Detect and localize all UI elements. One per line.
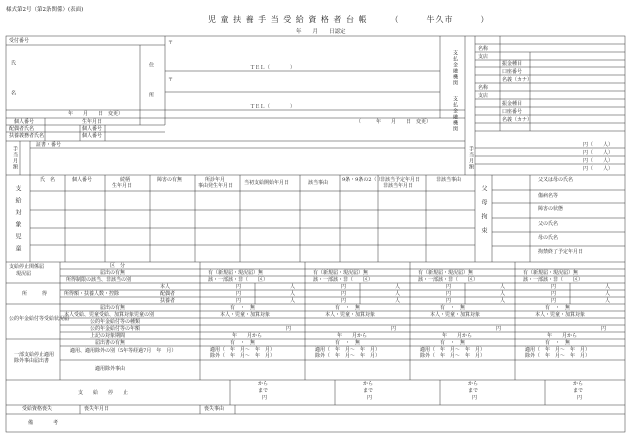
child-diagnosis-header: 所診年月 — [205, 177, 226, 183]
filing-status-label: 届出の有無 — [100, 270, 126, 276]
changed-date: 年 月 日 変更） — [68, 111, 124, 117]
filed-options-1: 有（新規届・現況届）無 — [208, 270, 264, 276]
pension-section-label: 公的年金給付等受給状況届 — [9, 316, 70, 322]
income-person-1a: 人 — [290, 284, 296, 290]
income-yen-4b: 円 — [551, 291, 557, 297]
applicant-name-label: 氏 名 — [10, 60, 16, 96]
certificate-number-label: 証書・番号 — [36, 142, 62, 148]
duty-personal-number-label: 個人番号 — [82, 133, 103, 139]
deduction-label: 所得額・扶養人数・控除 — [64, 291, 120, 297]
partial-exempted-3: 除外（ 年 月〜 年 月） — [420, 353, 486, 359]
income-person-4b: 人 — [605, 291, 611, 297]
birth-date-label: 生年月日 — [82, 119, 103, 125]
payment-name-label-2: 名称 — [478, 85, 489, 91]
income-person-4c: 人 — [605, 298, 611, 304]
form-title: 児 童 扶 養 手 当 受 給 資 格 者 台 帳 （ 牛久市 ） — [208, 15, 490, 24]
stop-from-2: から — [363, 381, 374, 387]
partial-exempt-reason-label: 適用除外事由 — [95, 366, 126, 372]
allowance-section-label: 手当月額 — [12, 146, 18, 170]
children-section-label: 支給対象児童 — [14, 185, 21, 257]
guardian-father-name: 父の氏名 — [538, 221, 559, 227]
stop-from-1: から — [258, 381, 269, 387]
filed-options-2: 有（新規届・現況届）無 — [313, 270, 369, 276]
stop-yen-2: 円 — [367, 395, 373, 401]
partial-options-1: 有 ・ 無 — [230, 340, 256, 346]
pension-amount-1: 円 — [286, 326, 292, 332]
child-start-date-header: 当初支給開始年月日 — [244, 180, 290, 186]
partial-applied-3: 適用（ 年 月〜 年 月） — [420, 347, 486, 353]
remarks-label: 備 考 — [28, 420, 59, 426]
receipt-number-label: 受付番号 — [9, 38, 30, 44]
pension-opt2-3: 本人・児童・加算対象 — [430, 312, 481, 318]
stop-yen-3: 円 — [472, 395, 478, 401]
pension-amount-4: 円 — [601, 326, 607, 332]
applicant-address-label: 住 所 — [148, 62, 154, 98]
income-yen-1c: 円 — [236, 298, 242, 304]
stop-from-3: から — [468, 381, 479, 387]
pension-opt1-4: 有 ・ 無 — [545, 305, 571, 311]
loss-date-label: 喪失年月日 — [84, 406, 110, 412]
pension-opt2-2: 本人・児童・加算対象 — [325, 312, 376, 318]
filed-options-4: 有（新規届・現況届）無 — [523, 270, 579, 276]
income-person-3b: 人 — [500, 291, 506, 297]
personal-number-label: 個人番号 — [14, 119, 35, 125]
guardian-disability-state: 障害の状態 — [538, 206, 564, 212]
income-person-1b: 人 — [290, 291, 296, 297]
pension-amount-label: 公的年金給付等の年額 — [90, 326, 141, 332]
income-yen-3c: 円 — [446, 298, 452, 304]
income-yen-3a: 円 — [446, 284, 452, 290]
partial-applied-4: 適用（ 年 月〜 年 月） — [525, 347, 591, 353]
guardian-parent-name: 父又は母の氏名 — [538, 177, 574, 183]
payment-name-label: 名称 — [478, 46, 489, 52]
stop-yen-4: 円 — [577, 395, 583, 401]
income-person-4a: 人 — [605, 284, 611, 290]
pension-type-label: 公的年金給付等の種類 — [90, 319, 141, 325]
payment-holder-label-2: 名義（カナ） — [502, 117, 533, 123]
pension-period-2: 年 月から — [337, 333, 368, 339]
income-person-2c: 人 — [395, 298, 401, 304]
income-yen-1b: 円 — [236, 291, 242, 297]
spouse-personal-number-label: 個人番号 — [82, 126, 103, 132]
pension-amount-2: 円 — [391, 326, 397, 332]
pension-amount-3: 円 — [496, 326, 502, 332]
payment-section-label-2: 支払金融機関 — [452, 96, 458, 132]
duty-person-label: 扶養義務者氏名 — [9, 133, 45, 139]
income-yen-4a: 円 — [551, 284, 557, 290]
limit-options-1: 該・一部該・非（ 区） — [208, 277, 269, 283]
income-yen-2c: 円 — [341, 298, 347, 304]
pension-opt1-2: 有 ・ 無 — [335, 305, 361, 311]
stop-to-2: まで — [363, 388, 374, 394]
child-end-date-header: 非該当年月日 — [383, 183, 414, 189]
child-birth-header: 生年月日 — [112, 183, 133, 189]
stop-to-4: まで — [573, 388, 584, 394]
support-stop-label: 支給停止関係届 — [9, 264, 45, 270]
income-yen-4c: 円 — [551, 298, 557, 304]
income-yen-3b: 円 — [446, 291, 452, 297]
partial-options-4: 有 ・ 無 — [545, 340, 571, 346]
stop-label: 支 給 停 止 — [78, 390, 129, 396]
partial-filed-label: 届出書の有無 — [95, 340, 126, 346]
income-person-3a: 人 — [500, 284, 506, 290]
guardian-mother-name: 母の氏名 — [538, 235, 559, 241]
limit-options-3: 該・一部該・非（ 区） — [418, 277, 479, 283]
income-row-spouse: 配偶者 — [160, 291, 176, 297]
postal-mark-2: 〒 — [168, 77, 174, 83]
tel-label-2: ＴＥＬ（ ） — [250, 104, 296, 110]
payment-type-label-2: 振金種目 — [502, 101, 523, 107]
income-person-2b: 人 — [395, 291, 401, 297]
income-person-2a: 人 — [395, 284, 401, 290]
partial-applied-2: 適用（ 年 月〜 年 月） — [315, 347, 381, 353]
payment-section-label: 支払金融機関 — [452, 50, 458, 86]
partial-options-2: 有 ・ 無 — [335, 340, 361, 346]
payment-branch-label: 支店 — [478, 54, 489, 60]
payment-branch-label-2: 支店 — [478, 93, 489, 99]
child-disability-header: 障害の有無 — [157, 177, 183, 183]
allowance-row-2: 円（ 人） — [583, 150, 614, 156]
partial-apply-label: 適用、適用除外の別（5年等経過7月 年 月） — [70, 348, 177, 354]
pension-period-4: 年 月から — [547, 333, 578, 339]
child-expected-end-header: 非該当予定年月日 — [380, 177, 421, 183]
loss-reason-label: 喪失事由 — [204, 406, 225, 412]
partial-applied-1: 適用（ 年 月〜 年 月） — [210, 347, 276, 353]
income-person-1c: 人 — [290, 298, 296, 304]
loss-label: 受給資格喪失 — [22, 406, 53, 412]
tel-label: ＴＥＬ（ ） — [250, 65, 296, 71]
partial-exempted-2: 除外（ 年 月〜 年 月） — [315, 353, 381, 359]
payment-account-label-2: 口座番号 — [502, 109, 523, 115]
guardian-release-date: 拘禁終了予定年月日 — [538, 249, 584, 255]
partial-stop-label: 一部支給停止適用除外事由届出書 — [14, 352, 55, 364]
pension-recipient-label: 本人受給、児童受給、加算対象児童の別 — [64, 312, 155, 318]
pension-period-3: 年 月から — [442, 333, 473, 339]
stop-yen-1: 円 — [262, 395, 268, 401]
income-row-dependent: 扶養者 — [160, 298, 176, 304]
limit-options-2: 該・一部該・非（ 区） — [313, 277, 374, 283]
certification-date: 年 月 日認定 — [296, 29, 346, 35]
limit-options-4: 該・一部該・非（ 区） — [523, 277, 584, 283]
spouse-name-label: 配偶者氏名 — [9, 126, 35, 132]
pension-period-label: 上記の対象期間 — [90, 333, 126, 339]
child-article-header: 9条・9条の2（ ） — [342, 177, 384, 183]
child-occurrence-header: 事由発生年月日 — [198, 183, 234, 189]
payment-type-label: 振金種目 — [502, 61, 523, 67]
partial-exempted-4: 除外（ 年 月〜 年 月） — [525, 353, 591, 359]
pension-opt2-1: 本人・児童・加算対象 — [220, 312, 271, 318]
postal-mark: 〒 — [168, 40, 174, 46]
pension-opt2-4: 本人・児童・加算対象 — [535, 312, 586, 318]
partial-exempted-1: 除外（ 年 月〜 年 月） — [210, 353, 276, 359]
category-header: 区 分 — [110, 263, 126, 269]
guardian-illness: 傷病名等 — [538, 193, 559, 199]
allowance-row-1: 円（ 人） — [583, 142, 614, 148]
pension-filed-label: 届出の有無 — [100, 305, 126, 311]
income-section-label: 所 得 — [22, 291, 48, 297]
income-yen-1a: 円 — [236, 284, 242, 290]
allowance-row-3: 円（ 人） — [583, 158, 614, 164]
guardian-section-label: 父母拘束 — [480, 185, 487, 241]
income-row-self: 本人 — [160, 284, 171, 290]
pension-period-1: 年 月から — [232, 333, 263, 339]
form-id: 様式第2号（第2条関係）(表面) — [6, 7, 84, 13]
child-end-reason-header: 非該当事由 — [436, 177, 462, 183]
payment-account-label: 口座番号 — [502, 69, 523, 75]
income-yen-2a: 円 — [341, 284, 347, 290]
pension-opt1-3: 有 ・ 無 — [440, 305, 466, 311]
pension-opt1-1: 有 ・ 無 — [230, 305, 256, 311]
child-name-header: 氏 名 — [40, 177, 56, 183]
child-reason-header: 該当事由 — [308, 180, 329, 186]
allowance-row-4: 円（ 人） — [583, 166, 614, 172]
allowance-section-label-2: 手当月額 — [468, 146, 474, 170]
income-person-3c: 人 — [500, 298, 506, 304]
partial-options-3: 有 ・ 無 — [440, 340, 466, 346]
child-relation-header: 続柄 — [120, 177, 131, 183]
payment-holder-label: 名義（カナ） — [502, 77, 533, 83]
child-personal-number-header: 個人番号 — [72, 177, 93, 183]
stop-to-3: まで — [468, 388, 479, 394]
changed-on: （ 年 月 日 変更） — [356, 119, 432, 125]
filed-options-3: 有（新規届・現況届）無 — [418, 270, 474, 276]
income-yen-2b: 円 — [341, 291, 347, 297]
current-report-label: 現況届 — [16, 271, 32, 277]
stop-from-4: から — [573, 381, 584, 387]
stop-to-1: まで — [258, 388, 269, 394]
income-limit-label: 所得制限の該当、非該当の別 — [66, 277, 132, 283]
